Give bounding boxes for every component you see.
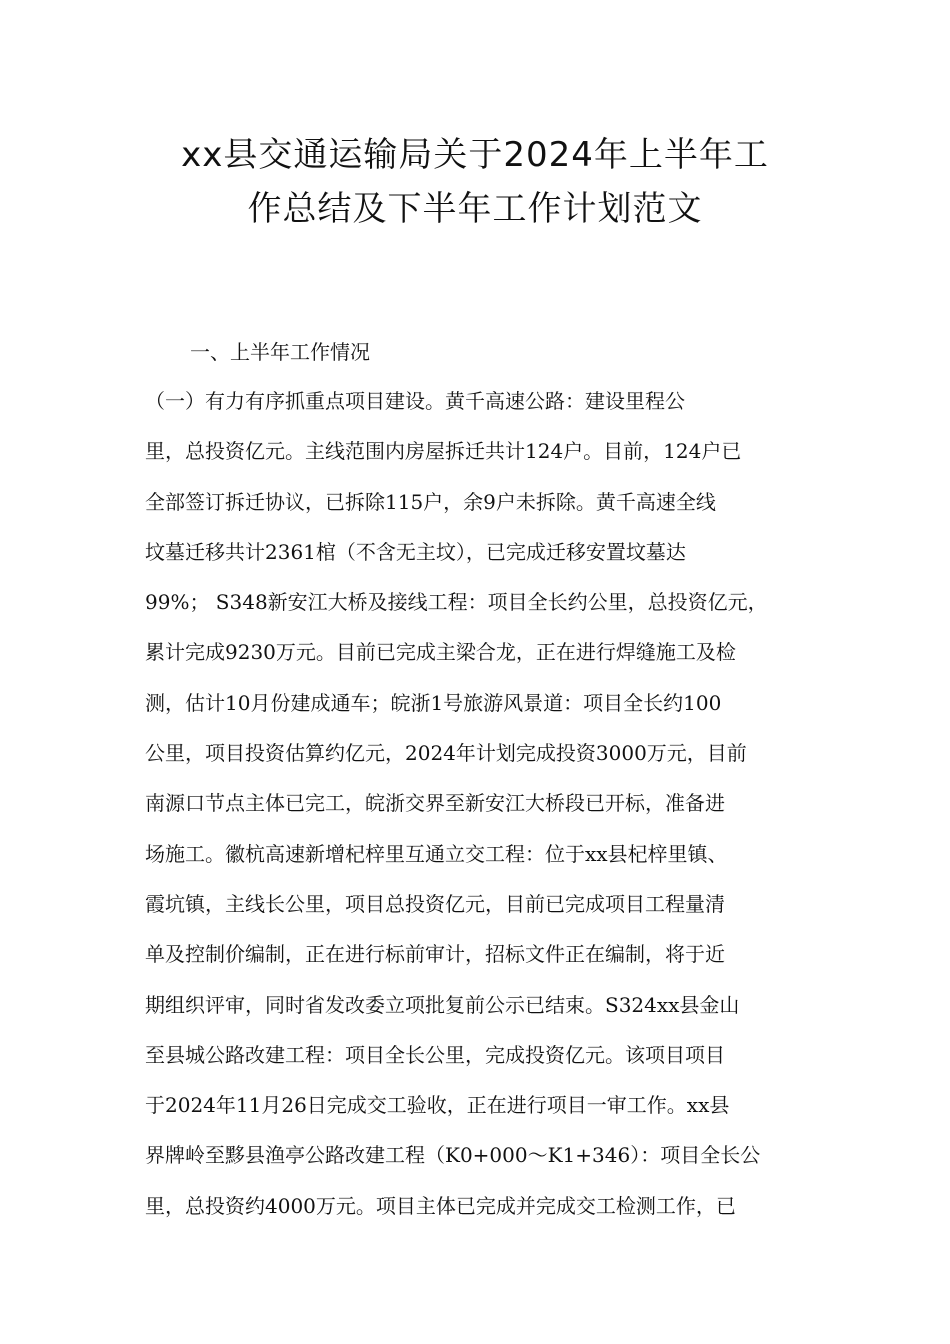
body-line: 场施工。徽杭高速新增杞梓里互通立交工程：位于xx县杞梓里镇、 (145, 841, 728, 866)
body-line: 累计完成9230万元。目前已完成主梁合龙，正在进行焊缝施工及检 (145, 640, 736, 665)
body-line: 公里，项目投资估算约亿元，2024年计划完成投资3000万元，目前 (145, 741, 747, 766)
body-line: 界牌岭至黟县渔亭公路改建工程（K0+000～K1+346）：项目全长公 (145, 1143, 761, 1168)
body-line: 全部签订拆迁协议，已拆除115户，余9户未拆除。黄千高速全线 (145, 489, 716, 514)
body-paragraph (145, 384, 815, 1239)
body-line: （一）有力有序抓重点项目建设。黄千高速公路：建设里程公 (145, 389, 685, 413)
body-line: 于2024年11月26日完成交工验收，正在进行项目一审工作。xx县 (145, 1093, 730, 1118)
title-line-2: 作总结及下半年工作计划范文 (247, 189, 703, 229)
body-line: 单及控制价编制，正在进行标前审计，招标文件正在编制，将于近 (145, 942, 725, 967)
body-line: 期组织评审，同时省发改委立项批复前公示已结束。S324xx县金山 (145, 992, 740, 1017)
body-line: 坟墓迁移共计2361棺（不含无主坟），已完成迁移安置坟墓达 (145, 539, 686, 564)
title-line-1: xx县交通运输局关于2024年上半年工 (181, 135, 769, 175)
body-line: 测，估计10月份建成通车；皖浙1号旅游风景道：项目全长约100 (145, 690, 722, 715)
body-line: 霞坑镇，主线长公里，项目总投资亿元，目前已完成项目工程量清 (145, 891, 725, 916)
body-line: 里，总投资亿元。主线范围内房屋拆迁共计124户。目前，124户已 (145, 439, 742, 464)
body-line: 至县城公路改建工程：项目全长公里，完成投资亿元。该项目项目 (145, 1042, 725, 1067)
section-heading: 一、上半年工作情况 (190, 340, 370, 364)
body-line: 99%； S348新安江大桥及接线工程：项目全长约公里，总投资亿元， (145, 590, 768, 615)
body-line: 南源口节点主体已完工，皖浙交界至新安江大桥段已开标，准备进 (145, 791, 725, 816)
document-title (0, 128, 950, 236)
body-line: 里，总投资约4000万元。项目主体已完成并完成交工检测工作，已 (145, 1193, 736, 1218)
